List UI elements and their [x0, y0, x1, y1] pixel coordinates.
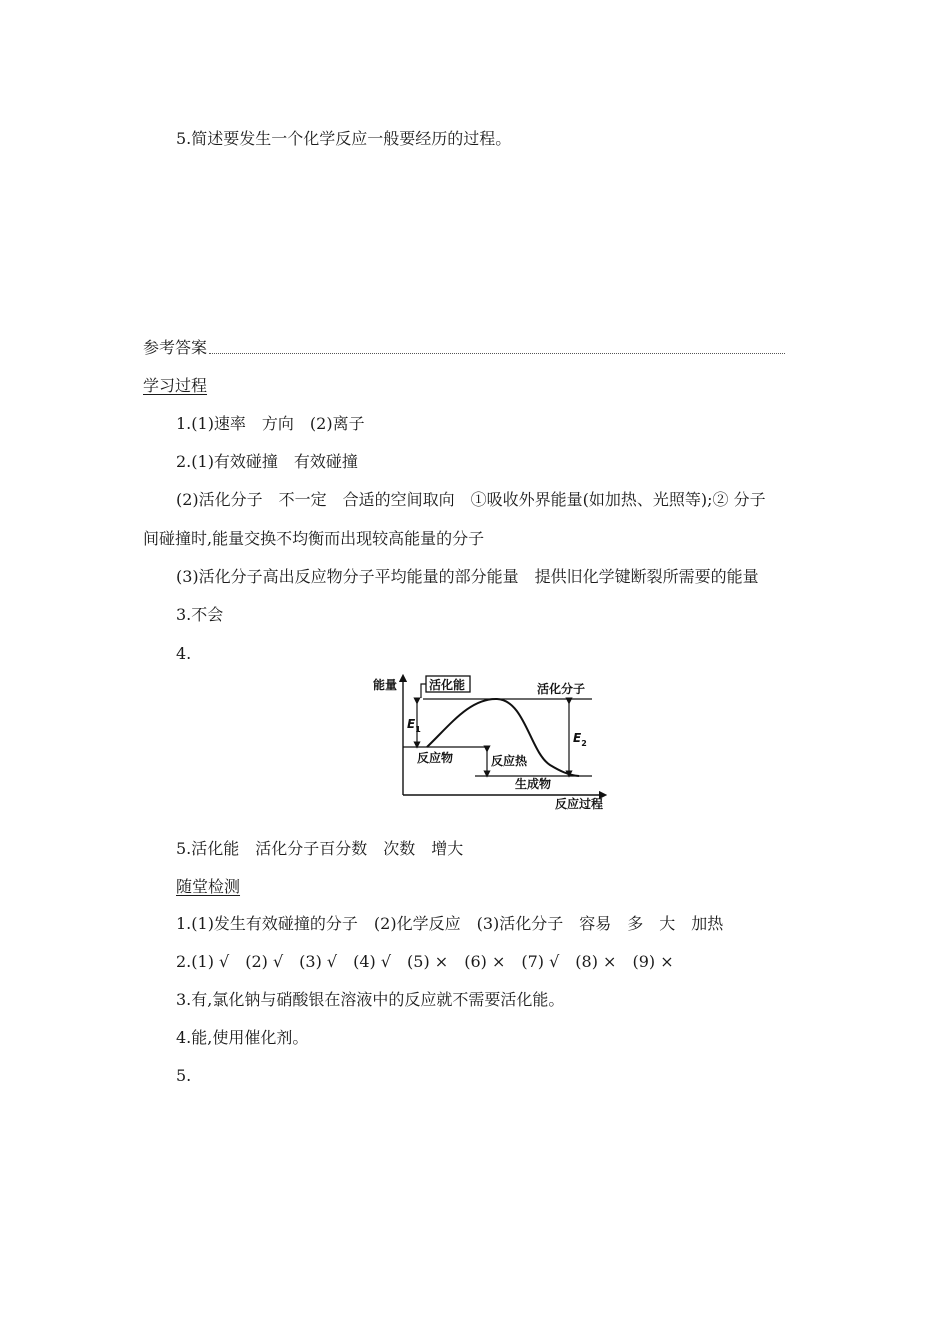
learning-line-1: 1.(1)速率 方向 (2)离子 — [176, 414, 365, 433]
section-title-learning: 学习过程 — [143, 376, 208, 395]
check-line-2: 2.(1) √ (2) √ (3) √ (4) √ (5) × (6) × (7) √ (8) × (9) × — [176, 952, 674, 971]
learning-line-5: (3)活化分子高出反应物分子平均能量的部分能量 提供旧化学键断裂所需要的能量 — [176, 567, 759, 586]
reaction-heat-label: 反应热 — [491, 754, 528, 768]
learning-line-4: 间碰撞时,能量交换不均衡而出现较高能量的分子 — [143, 529, 485, 548]
activated-molecule-label: 活化分子 — [537, 682, 586, 696]
energy-diagram — [365, 670, 615, 819]
check-line-3: 3.有,氯化钠与硝酸银在溶液中的反应就不需要活化能。 — [176, 990, 565, 1009]
activation-energy-label: 活化能 — [429, 678, 466, 692]
y-axis-label: 能量 — [373, 678, 398, 692]
e2-label: $E_2$ — [573, 731, 587, 748]
answers-heading-row — [143, 338, 785, 358]
energy-diagram-svg — [365, 670, 615, 815]
activation-energy-pointer — [421, 684, 426, 698]
x-axis-label: 反应过程 — [555, 797, 604, 811]
reactant-label: 反应物 — [417, 751, 454, 765]
answers-heading: 参考答案 — [143, 338, 208, 357]
check-line-4: 4.能,使用催化剂。 — [176, 1028, 309, 1047]
learning-line-3: (2)活化分子 不一定 合适的空间取向 ①吸收外界能量(如加热、光照等);② 分子 — [176, 490, 766, 509]
learning-line-2: 2.(1)有效碰撞 有效碰撞 — [176, 452, 358, 471]
product-label: 生成物 — [515, 777, 552, 791]
e1-label: $E_1$ — [407, 717, 421, 734]
check-line-1: 1.(1)发生有效碰撞的分子 (2)化学反应 (3)活化分子 容易 多 大 加热 — [176, 914, 724, 933]
learning-line-8: 5.活化能 活化分子百分数 次数 增大 — [176, 839, 464, 858]
dotted-rule — [209, 353, 785, 354]
check-line-5: 5. — [176, 1066, 192, 1085]
question-5: 5.简述要发生一个化学反应一般要经历的过程。 — [176, 129, 512, 148]
learning-line-6: 3.不会 — [176, 605, 224, 624]
learning-line-7: 4. — [176, 644, 192, 663]
section-title-check: 随堂检测 — [176, 877, 241, 896]
